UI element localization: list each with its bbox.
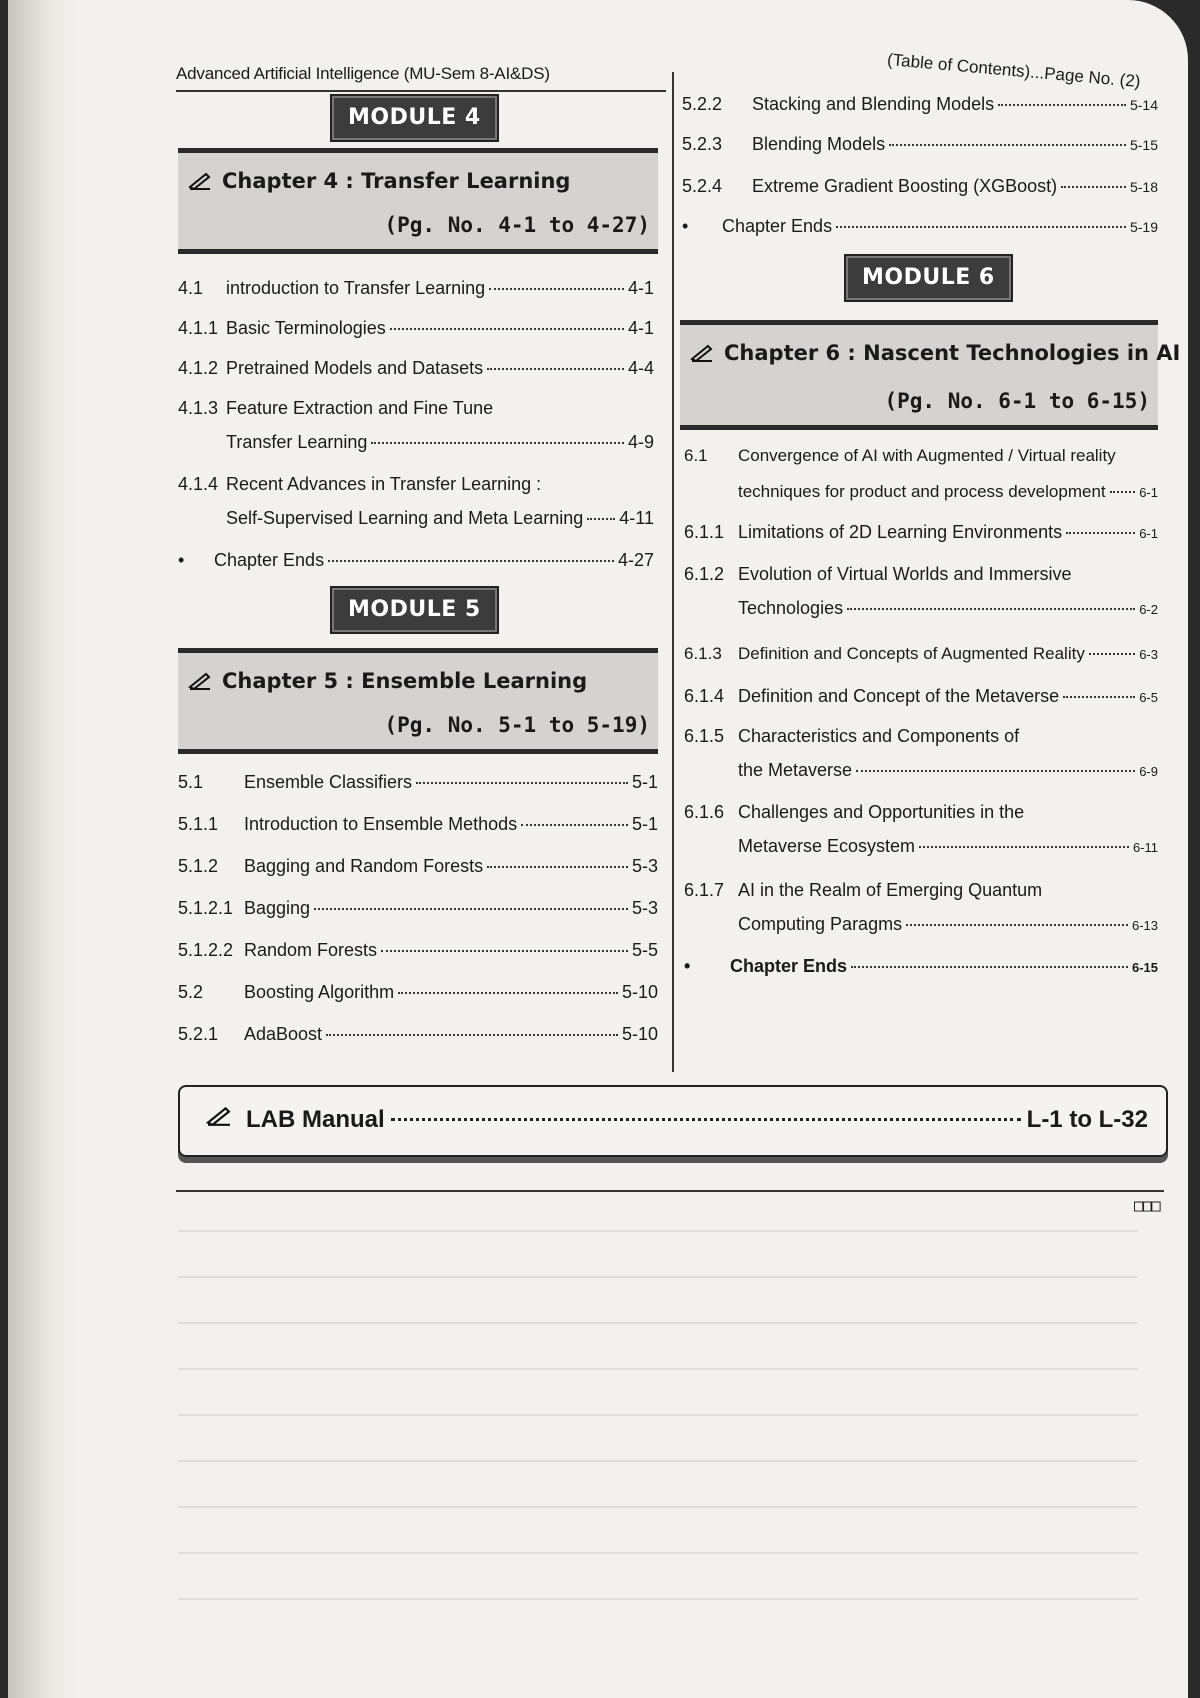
- leader-dots: [847, 608, 1135, 610]
- lab-manual-row: [204, 1105, 1148, 1134]
- entry-title-cont: the Metaverse: [738, 760, 853, 780]
- leader-dots: [314, 908, 628, 910]
- entry-title: Limitations of 2D Learning Environments: [738, 522, 1063, 542]
- entry-page: 6-9: [1139, 764, 1158, 779]
- end-mark: □□□: [1134, 1196, 1159, 1216]
- toc-entry[interactable]: [684, 686, 1158, 707]
- entry-number: 5.1.2.2: [178, 940, 234, 960]
- bleed-through-texture: [178, 1230, 1138, 1630]
- pen-icon: [188, 171, 212, 191]
- entry-title: Basic Terminologies: [226, 318, 386, 338]
- leader-dots: [416, 782, 628, 784]
- chapter-6-title: Chapter 6 : Nascent Technologies in AI: [724, 341, 1181, 365]
- entry-page: 5-1: [631, 814, 658, 834]
- toc-entry[interactable]: [178, 940, 658, 961]
- toc-entry[interactable]: [178, 856, 658, 877]
- leader-dots: [906, 924, 1128, 926]
- leader-dots: [1061, 186, 1126, 188]
- leader-dots: [489, 288, 624, 290]
- entry-page: 5-10: [621, 1024, 658, 1044]
- toc-entry-chapter-ends[interactable]: [682, 216, 1158, 237]
- toc-entry-chapter-ends[interactable]: [178, 550, 654, 571]
- leader-dots: [487, 368, 624, 370]
- entry-number: 5.2.1: [178, 1024, 219, 1044]
- entry-title-cont: Metaverse Ecosystem: [738, 836, 916, 856]
- toc-entry[interactable]: [178, 358, 654, 379]
- leader-dots: [889, 144, 1126, 146]
- entry-number: 5.2: [178, 982, 204, 1002]
- entry-number: 6.1.6: [684, 802, 725, 822]
- entry-number: 4.1.1: [178, 318, 219, 338]
- bullet: •: [684, 956, 691, 976]
- toc-entry[interactable]: [682, 94, 1158, 115]
- entry-title: Boosting Algorithm: [244, 982, 395, 1002]
- entry-number: 5.1.1: [178, 814, 219, 834]
- entry-title: Characteristics and Components of: [738, 726, 1020, 746]
- entry-number: 6.1.1: [684, 522, 725, 542]
- entry-number: 5.2.2: [682, 94, 723, 114]
- toc-entry-first-line[interactable]: [684, 802, 1024, 823]
- module-6-badge: MODULE 6: [844, 254, 1013, 302]
- pen-icon: [690, 343, 714, 363]
- entry-page: 6-11: [1132, 840, 1158, 855]
- entry-title-cont: Self-Supervised Learning and Meta Learning: [226, 508, 584, 528]
- entry-page: 6-5: [1139, 690, 1158, 705]
- entry-number: 5.1: [178, 772, 204, 792]
- chapter-4-header: [178, 148, 658, 254]
- entry-page: 5-18: [1129, 179, 1158, 195]
- entry-title: Chapter Ends: [730, 956, 848, 976]
- entry-title: Bagging and Random Forests: [244, 856, 484, 876]
- pen-icon: [188, 671, 212, 691]
- toc-page-label: (Table of Contents)...Page No. (2): [886, 50, 1142, 92]
- entry-number: 4.1.2: [178, 358, 219, 378]
- lab-manual-label: LAB Manual: [246, 1106, 385, 1133]
- entry-title: Introduction to Ensemble Methods: [244, 814, 518, 834]
- toc-entry-chapter-ends[interactable]: [684, 956, 1158, 977]
- entry-title: Challenges and Opportunities in the: [738, 802, 1025, 822]
- leader-dots: [398, 992, 618, 994]
- entry-title: AdaBoost: [244, 1024, 323, 1044]
- entry-page: 6-2: [1139, 602, 1158, 617]
- entry-page: 6-13: [1131, 918, 1158, 933]
- entry-title: Random Forests: [244, 940, 378, 960]
- toc-entry[interactable]: [178, 1024, 658, 1045]
- entry-page: 6-1: [1139, 526, 1158, 541]
- entry-page: 5-5: [631, 940, 658, 960]
- entry-title-cont: Technologies: [738, 598, 844, 618]
- entry-page: 5-10: [621, 982, 658, 1002]
- entry-title: Convergence of AI with Augmented / Virtual reality: [738, 446, 1116, 465]
- entry-page: 6-15: [1131, 960, 1158, 975]
- leader-dots: [587, 518, 615, 520]
- entry-page: 4-27: [617, 550, 654, 570]
- bullet: •: [682, 216, 689, 236]
- entry-title: AI in the Realm of Emerging Quantum: [738, 880, 1043, 900]
- module-4-badge: MODULE 4: [330, 94, 499, 142]
- chapter-6-header: [680, 320, 1181, 430]
- leader-dots: [856, 770, 1135, 772]
- entry-title: Ensemble Classifiers: [244, 772, 413, 792]
- entry-title: Evolution of Virtual Worlds and Immersive: [738, 564, 1072, 584]
- entry-number: 6.1.3: [684, 644, 722, 663]
- footer-rule: [176, 1190, 1164, 1192]
- leader-dots: [371, 442, 624, 444]
- leader-dots: [851, 966, 1128, 968]
- chapter-4-pages: (Pg. No. 4-1 to 4-27): [384, 213, 650, 237]
- bullet: •: [178, 550, 185, 570]
- leader-dots: [326, 1034, 618, 1036]
- module-5-badge: MODULE 5: [330, 586, 499, 634]
- toc-entry-cont[interactable]: [226, 508, 654, 529]
- entry-page: 6-1: [1139, 485, 1158, 500]
- entry-page: 5-15: [1129, 137, 1158, 153]
- entry-number: 6.1.7: [684, 880, 725, 900]
- entry-title-cont: Transfer Learning: [226, 432, 368, 452]
- entry-page: 5-3: [631, 856, 658, 876]
- entry-number: 6.1.5: [684, 726, 725, 746]
- entry-page: 4-11: [619, 508, 654, 528]
- chapter-5-title: Chapter 5 : Ensemble Learning: [222, 669, 588, 693]
- entry-title: Recent Advances in Transfer Learning :: [226, 474, 542, 494]
- entry-number: 5.1.2.1: [178, 898, 234, 918]
- toc-entry[interactable]: [682, 134, 1158, 155]
- entry-number: 4.1: [178, 278, 204, 298]
- toc-entry-cont[interactable]: [226, 432, 654, 453]
- pen-icon: [204, 1105, 234, 1125]
- lab-manual-pages: L-1 to L-32: [1026, 1106, 1148, 1133]
- entry-number: 5.2.3: [682, 134, 723, 154]
- leader-dots: [1066, 532, 1135, 534]
- entry-number: 5.1.2: [178, 856, 219, 876]
- toc-entry-first-line[interactable]: [684, 446, 1116, 466]
- entry-page: 4-4: [627, 358, 654, 378]
- entry-page: 5-3: [631, 898, 658, 918]
- chapter-4-title: Chapter 4 : Transfer Learning: [222, 169, 571, 193]
- entry-page: 4-1: [627, 278, 654, 298]
- leader-dots: [1110, 491, 1136, 493]
- toc-entry-cont[interactable]: [738, 836, 1158, 857]
- column-divider: [672, 72, 674, 1072]
- entry-title: Blending Models: [752, 134, 886, 154]
- chapter-5-title-row: [188, 669, 587, 693]
- leader-dots: [998, 104, 1126, 106]
- chapter-6-pages: (Pg. No. 6-1 to 6-15): [884, 389, 1150, 413]
- entry-number: 4.1.4: [178, 474, 219, 494]
- entry-title: introduction to Transfer Learning: [226, 278, 486, 298]
- leader-dots: [836, 226, 1126, 228]
- leader-dots: [521, 824, 628, 826]
- entry-number: 6.1.4: [684, 686, 725, 706]
- entry-title: Extreme Gradient Boosting (XGBoost): [752, 176, 1058, 196]
- entry-page: 5-1: [631, 772, 658, 792]
- leader-dots: [919, 846, 1129, 848]
- toc-entry-first-line[interactable]: [684, 880, 1042, 901]
- leader-dots: [1063, 696, 1135, 698]
- toc-entry[interactable]: [178, 898, 658, 919]
- leader-dots: [487, 866, 628, 868]
- leader-dots: [391, 1118, 1021, 1121]
- entry-title: Feature Extraction and Fine Tune: [226, 398, 494, 418]
- entry-page: 5-19: [1129, 219, 1158, 235]
- leader-dots: [390, 328, 624, 330]
- lab-manual-box[interactable]: [178, 1085, 1168, 1157]
- toc-entry-first-line[interactable]: [178, 398, 493, 419]
- entry-title: Chapter Ends: [722, 216, 833, 236]
- toc-entry[interactable]: [178, 772, 658, 793]
- entry-page: 4-9: [627, 432, 654, 452]
- chapter-4-title-row: [188, 169, 570, 193]
- entry-page: 5-14: [1129, 97, 1158, 113]
- toc-entry-cont[interactable]: [738, 760, 1158, 781]
- leader-dots: [1089, 653, 1135, 655]
- chapter-5-header: [178, 648, 658, 754]
- entry-title: Definition and Concept of the Metaverse: [738, 686, 1060, 706]
- entry-title: Pretrained Models and Datasets: [226, 358, 484, 378]
- toc-entry[interactable]: [684, 522, 1158, 543]
- leader-dots: [328, 560, 614, 562]
- toc-entry[interactable]: [682, 176, 1158, 197]
- toc-entry-cont[interactable]: [738, 598, 1158, 619]
- toc-entry-first-line[interactable]: [684, 726, 1019, 747]
- book-page: [8, 0, 1188, 1698]
- entry-number: 6.1: [684, 446, 708, 465]
- entry-title: Stacking and Blending Models: [752, 94, 995, 114]
- entry-title: Bagging: [244, 898, 311, 918]
- toc-entry[interactable]: [178, 982, 658, 1003]
- entry-number: 4.1.3: [178, 398, 219, 418]
- toc-entry-first-line[interactable]: [684, 564, 1071, 585]
- header-rule: [176, 90, 666, 92]
- entry-page: 6-3: [1139, 647, 1158, 662]
- entry-title: Chapter Ends: [214, 550, 325, 570]
- page-binding-shadow: [8, 0, 78, 1698]
- leader-dots: [381, 950, 628, 952]
- toc-entry-cont[interactable]: [738, 914, 1158, 935]
- chapter-5-pages: (Pg. No. 5-1 to 5-19): [384, 713, 650, 737]
- toc-entry[interactable]: [684, 644, 1158, 664]
- entry-title-cont: techniques for product and process development: [738, 482, 1106, 501]
- toc-entry-first-line[interactable]: [178, 474, 541, 495]
- entry-number: 5.2.4: [682, 176, 723, 196]
- entry-title-cont: Computing Paragms: [738, 914, 903, 934]
- toc-entry-cont[interactable]: [738, 482, 1158, 502]
- toc-entry[interactable]: [178, 814, 658, 835]
- entry-title: Definition and Concepts of Augmented Reality: [738, 644, 1085, 663]
- book-title: Advanced Artificial Intelligence (MU-Sem 8-AI&DS): [176, 64, 550, 83]
- entry-page: 4-1: [627, 318, 654, 338]
- toc-entry[interactable]: [178, 318, 654, 339]
- toc-entry[interactable]: [178, 278, 654, 299]
- entry-number: 6.1.2: [684, 564, 725, 584]
- chapter-6-title-row: [690, 341, 1180, 365]
